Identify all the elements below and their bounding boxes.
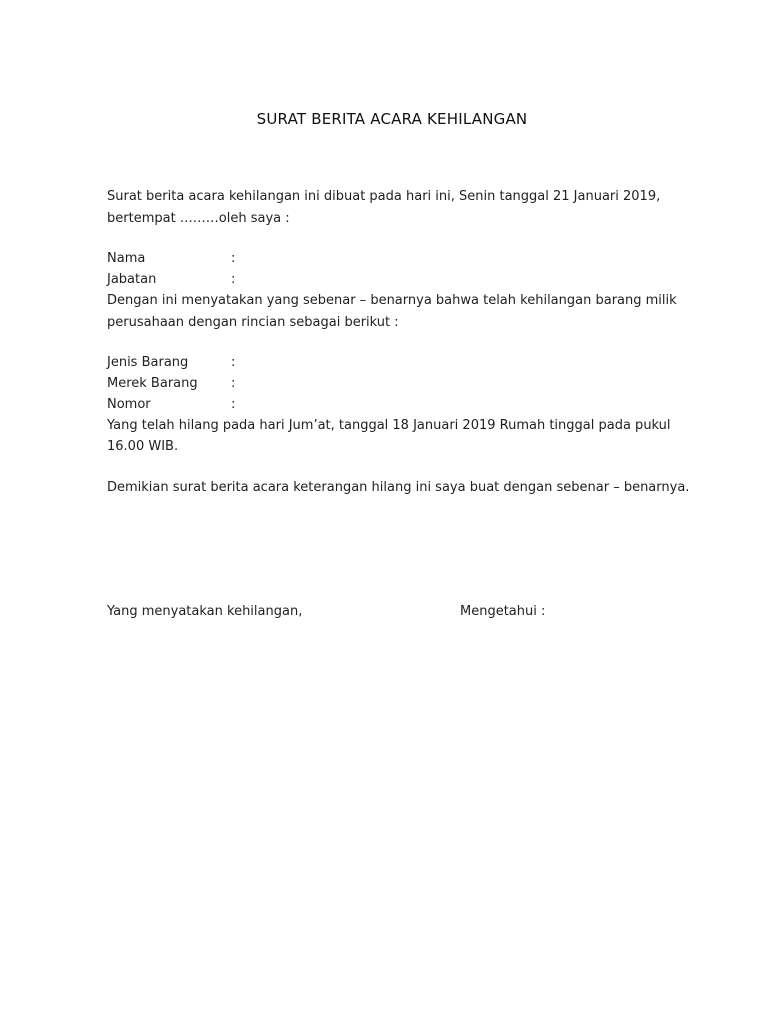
field-label-jabatan: Jabatan [107, 272, 157, 287]
field-colon-merek-barang: : [231, 376, 236, 391]
intro-line-1: Surat berita acara kehilangan ini dibuat pada hari ini, Senin tanggal 21 Januari 2019, [107, 189, 661, 204]
signature-left-label: Yang menyatakan kehilangan, [107, 604, 303, 619]
closing-statement: Demikian surat berita acara keterangan hilang ini saya buat dengan sebenar – benarnya. [107, 480, 690, 495]
document-title: SURAT BERITA ACARA KEHILANGAN [256, 110, 528, 128]
statement-line-2: perusahaan dengan rincian sebagai berikut : [107, 315, 399, 330]
field-colon-nama: : [231, 251, 236, 266]
field-label-jenis-barang: Jenis Barang [107, 355, 189, 370]
intro-line-2: bertempat ………oleh saya : [107, 211, 290, 226]
field-colon-nomor: : [231, 397, 236, 412]
field-label-nomor: Nomor [107, 397, 151, 412]
field-colon-jabatan: : [231, 272, 236, 287]
lost-line-1: Yang telah hilang pada hari Jum’at, tanggal 18 Januari 2019 Rumah tinggal pada pukul [107, 418, 671, 433]
field-colon-jenis-barang: : [231, 355, 236, 370]
lost-line-2: 16.00 WIB. [107, 439, 179, 454]
field-label-nama: Nama [107, 251, 146, 266]
field-label-merek-barang: Merek Barang [107, 376, 198, 391]
signature-right-label: Mengetahui : [460, 604, 546, 619]
statement-line-1: Dengan ini menyatakan yang sebenar – benarnya bahwa telah kehilangan barang milik [107, 293, 677, 308]
